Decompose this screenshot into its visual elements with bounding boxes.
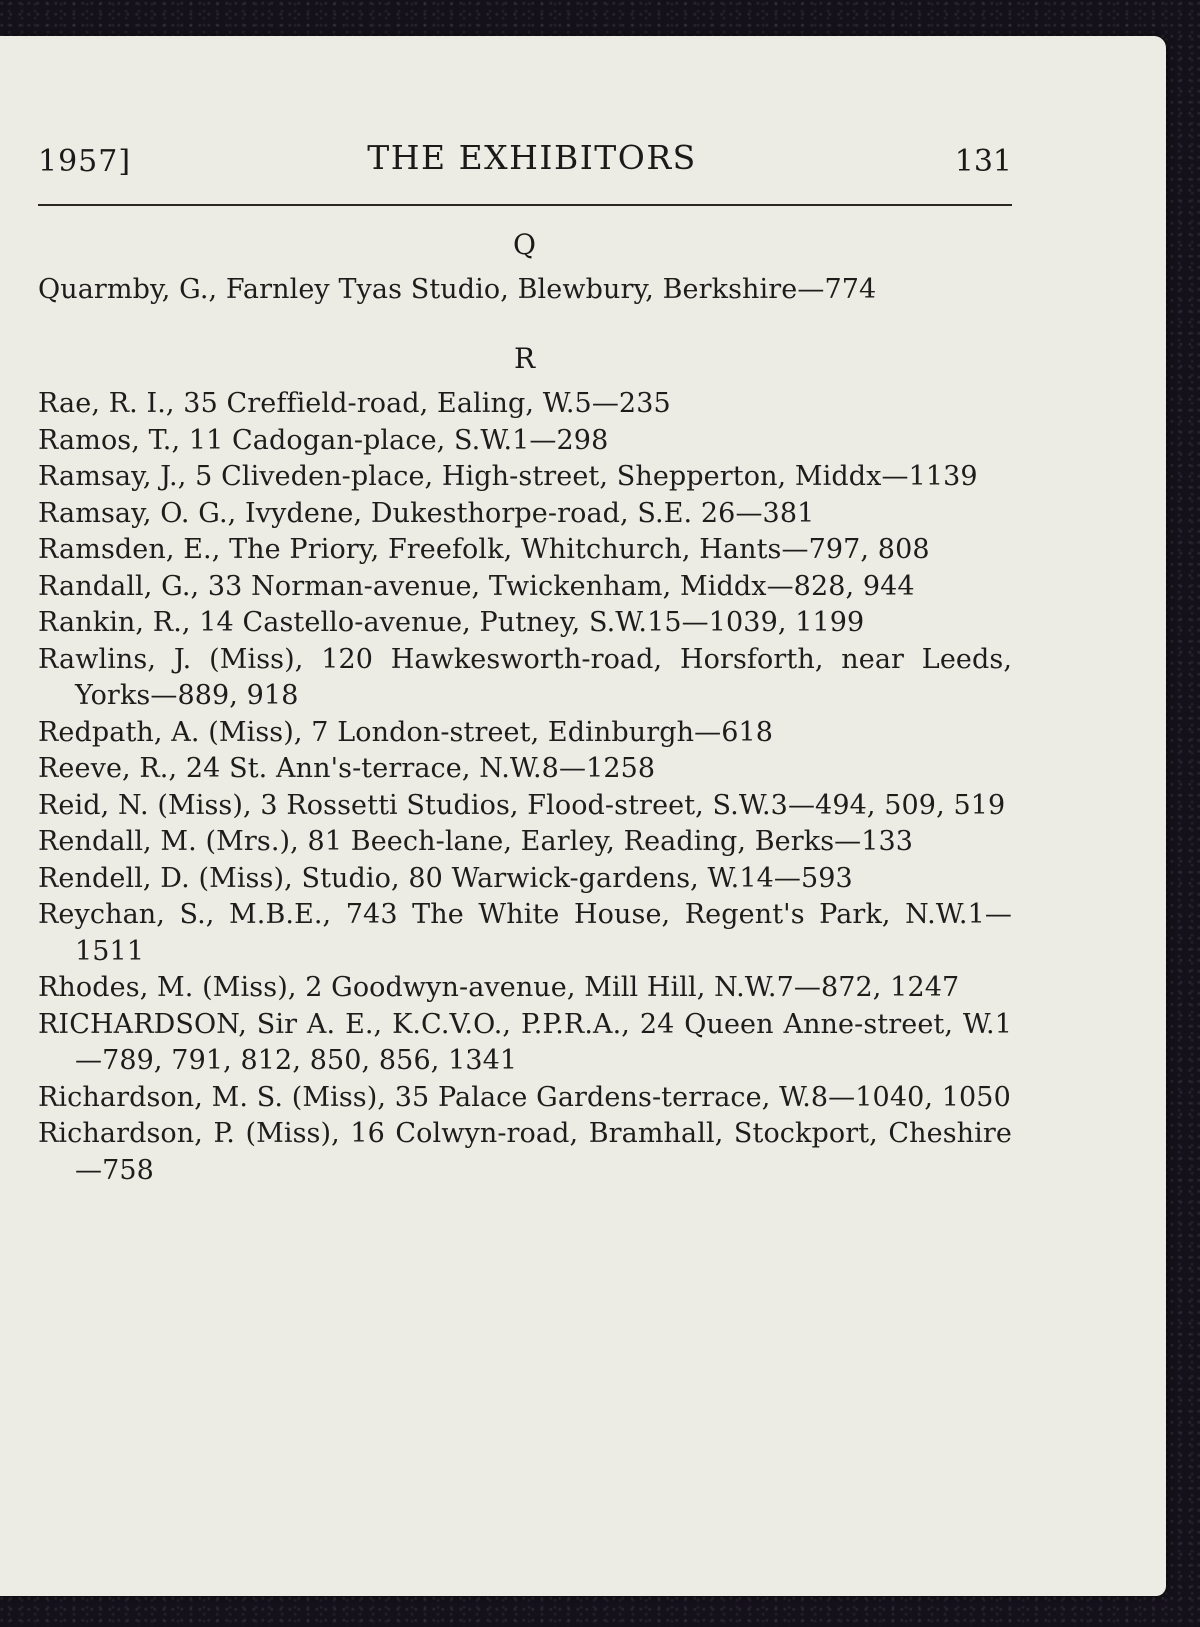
- running-header: [38, 138, 1012, 188]
- exhibitor-entry: Reid, N. (Miss), 3 Rossetti Studios, Flood-street, S.W.3—494, 509, 519: [38, 789, 1006, 821]
- section-heading-q: Q: [513, 228, 537, 261]
- exhibitor-entry: Rendall, M. (Mrs.), 81 Beech-lane, Earley, Reading, Berks—133: [38, 826, 914, 857]
- exhibitor-entry: Redpath, A. (Miss), 7 London-street, Edinburgh—618: [38, 716, 774, 748]
- exhibitor-entry: Ramsay, O. G., Ivydene, Dukesthorpe-road, S.E. 26—381: [38, 497, 815, 529]
- exhibitor-entry: Rhodes, M. (Miss), 2 Goodwyn-avenue, Mill Hill, N.W.7—872, 1247: [38, 972, 960, 1003]
- exhibitor-entry: Richardson, M. S. (Miss), 35 Palace Gardens-terrace, W.8—1040, 1050: [38, 1081, 1011, 1113]
- exhibitor-entry: Rae, R. I., 35 Creffield-road, Ealing, W.5—235: [38, 388, 671, 419]
- exhibitor-entry: Randall, G., 33 Norman-avenue, Twickenham, Middx—828, 944: [38, 570, 915, 602]
- exhibitor-entry: Rawlins, J. (Miss), 120 Hawkesworth-road, Horsforth, near Leeds, Yorks—889, 918: [38, 643, 1012, 711]
- header-rule: [38, 204, 1012, 206]
- exhibitor-entry: Ramos, T., 11 Cadogan-place, S.W.1—298: [38, 424, 609, 456]
- section-r-entries: [38, 386, 1012, 1189]
- exhibitor-entry: Reychan, S., M.B.E., 743 The White House, Regent's Park, N.W.1—1511: [38, 899, 1012, 967]
- header-year: 1957]: [38, 144, 132, 179]
- page-title: THE EXHIBITORS: [367, 138, 697, 177]
- page-number: 131: [954, 144, 1012, 179]
- exhibitor-entry: Ramsay, J., 5 Cliveden-place, High-street, Shepperton, Middx—1139: [38, 461, 978, 492]
- exhibitor-entry: RICHARDSON, Sir A. E., K.C.V.O., P.P.R.A., 24 Queen Anne-street, W.1—789, 791, 812, 850, 856, 1341: [38, 1008, 1012, 1076]
- exhibitor-entry: Rendell, D. (Miss), Studio, 80 Warwick-gardens, W.14—593: [38, 862, 853, 894]
- exhibitor-entry: Quarmby, G., Farnley Tyas Studio, Blewbury, Berkshire—774: [38, 274, 877, 305]
- exhibitor-entry: Reeve, R., 24 St. Ann's-terrace, N.W.8—1258: [38, 753, 656, 784]
- section-q-entries: [38, 272, 1012, 309]
- section-heading-r: R: [513, 342, 537, 375]
- exhibitor-entry: Ramsden, E., The Priory, Freefolk, Whitchurch, Hants—797, 808: [38, 534, 930, 565]
- exhibitor-entry: Rankin, R., 14 Castello-avenue, Putney, S.W.15—1039, 1199: [38, 607, 865, 638]
- exhibitor-entry: Richardson, P. (Miss), 16 Colwyn-road, Bramhall, Stockport, Cheshire—758: [38, 1118, 1012, 1186]
